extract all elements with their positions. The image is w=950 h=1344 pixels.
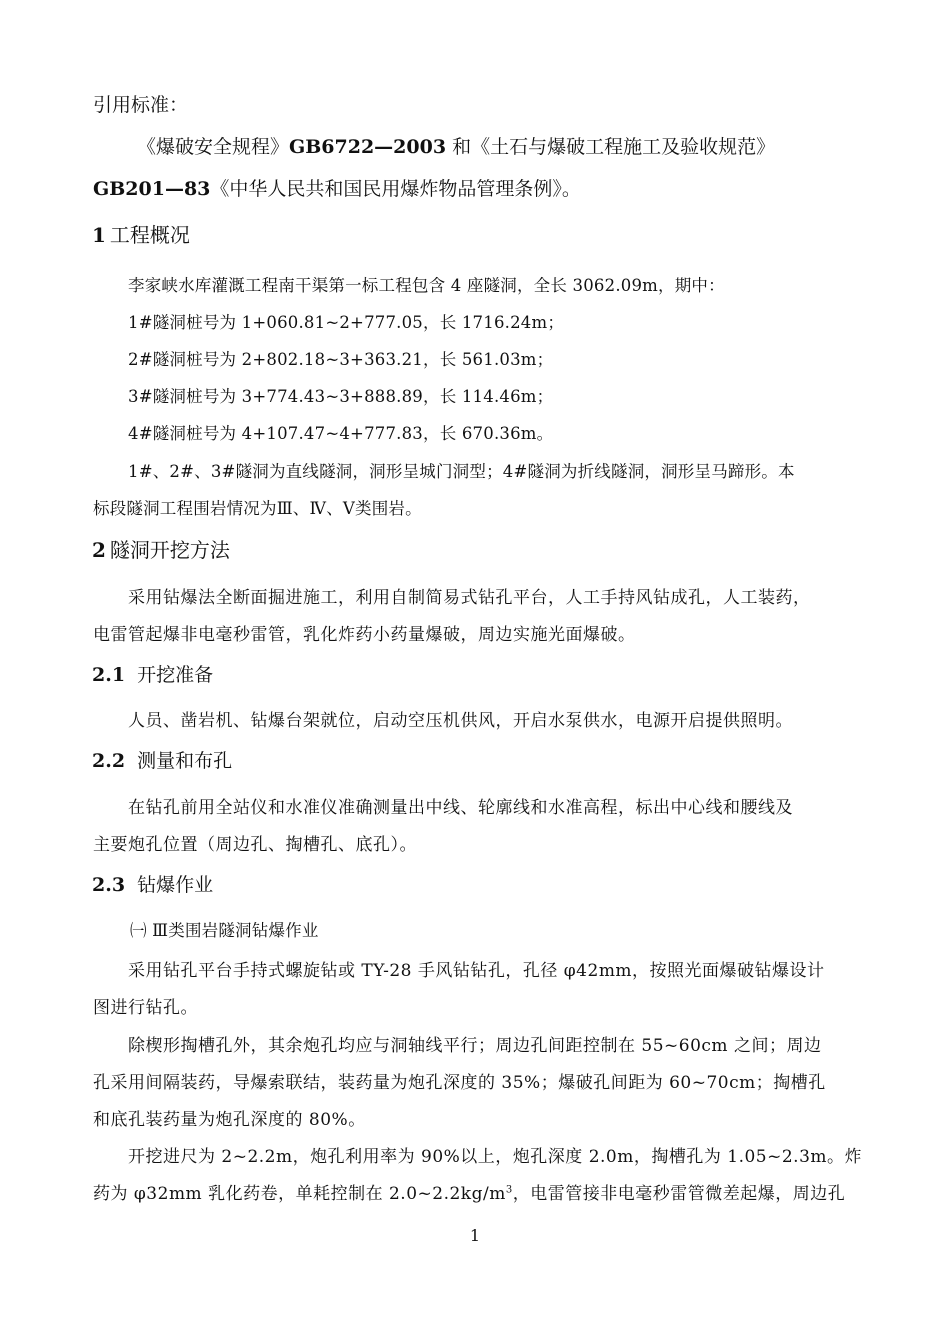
excavation-paragraph-line-2	[93, 1179, 845, 1204]
section-1-heading	[92, 219, 190, 248]
section-2-3-subheading: ㈠ Ⅲ类围岩隧洞钻爆作业	[130, 921, 319, 940]
section-2-3-title: 钻爆作业	[137, 874, 214, 896]
excavation-detonation-text: ，电雷管接非电毫秒雷管微差起爆，周边孔	[512, 1184, 846, 1204]
section-2-number: 2	[92, 538, 106, 562]
section-2-2-heading	[92, 746, 232, 773]
tunnel-4-item: 4#隧洞桩号为 4+107.47~4+777.83，长 670.36m。	[128, 424, 554, 443]
reference-construction-spec: 和《土石与爆破工程施工及验收规范》	[446, 136, 776, 158]
section-1-summary-line-2: 标段隧洞工程围岩情况为Ⅲ、Ⅳ、Ⅴ类围岩。	[93, 499, 422, 518]
section-2-1-paragraph: 人员、凿岩机、钻爆台架就位，启动空压机供风，开启水泵供水，电源开启提供照明。	[128, 711, 793, 731]
section-2-2-paragraph-line-1: 在钻孔前用全站仪和水准仪准确测量出中线、轮廓线和水准高程，标出中心线和腰线及	[128, 798, 793, 818]
reference-explosives-regulation: 《中华人民共和国民用爆炸物品管理条例》。	[210, 178, 581, 200]
charging-paragraph-line-3: 和底孔装药量为炮孔深度的 80%。	[93, 1110, 366, 1130]
section-1-number: 1	[92, 223, 106, 247]
section-2-1-title: 开挖准备	[137, 664, 214, 686]
tunnel-3-item: 3#隧洞桩号为 3+774.43~3+888.89，长 114.46m；	[128, 387, 554, 406]
references-line-1	[137, 132, 775, 159]
tunnel-1-item: 1#隧洞桩号为 1+060.81~2+777.05，长 1716.24m；	[128, 313, 565, 332]
section-1-title: 工程概况	[109, 223, 190, 247]
section-1-summary-line-1: 1#、2#、3#隧洞为直线隧洞，洞形呈城门洞型；4#隧洞为折线隧洞，洞形呈马蹄形。本	[128, 462, 795, 481]
section-2-paragraph-line-1: 采用钻爆法全断面掘进施工，利用自制简易式钻孔平台，人工手持风钻成孔，人工装药，	[128, 588, 811, 608]
section-1-intro: 李家峡水库灌溉工程南干渠第一标工程包含 4 座隧洞，全长 3062.09m，期中：	[128, 276, 725, 295]
excavation-paragraph-line-1: 开挖进尺为 2~2.2m，炮孔利用率为 90%以上，炮孔深度 2.0m，掏槽孔为 1.05~2.3m。炸	[128, 1147, 863, 1167]
excavation-explosive-text: 药为 φ32mm 乳化药卷，单耗控制在 2.0~2.2kg/m	[93, 1184, 506, 1204]
drilling-paragraph-line-2: 图进行钻孔。	[93, 998, 198, 1018]
section-2-3-heading	[92, 870, 213, 897]
page-number: 1	[469, 1226, 481, 1245]
section-2-1-number: 2.1	[92, 664, 126, 686]
section-2-2-number: 2.2	[92, 750, 126, 772]
references-label: 引用标准：	[93, 94, 189, 116]
section-2-2-title: 测量和布孔	[137, 750, 233, 772]
reference-code-gb201: GB201—83	[93, 178, 211, 200]
cubic-superscript: 3	[505, 1184, 513, 1196]
reference-code-gb6722: GB6722—2003	[289, 136, 447, 158]
charging-paragraph-line-2: 孔采用间隔装药，导爆索联结，装药量为炮孔深度的 35%；爆破孔间距为 60~70cm；掏槽孔	[93, 1073, 826, 1093]
charging-paragraph-line-1: 除楔形掏槽孔外，其余炮孔均应与洞轴线平行；周边孔间距控制在 55~60cm 之间；周边	[128, 1036, 822, 1056]
section-2-1-heading	[92, 660, 213, 687]
section-2-title: 隧洞开挖方法	[109, 538, 230, 562]
drilling-paragraph-line-1: 采用钻孔平台手持式螺旋钻或 TY-28 手风钻钻孔，孔径 φ42mm，按照光面爆破钻爆设计	[128, 961, 825, 981]
section-2-heading	[92, 534, 230, 563]
section-2-paragraph-line-2: 电雷管起爆非电毫秒雷管，乳化炸药小药量爆破，周边实施光面爆破。	[93, 625, 636, 645]
reference-safety-regulation: 《爆破安全规程》	[137, 136, 290, 158]
tunnel-2-item: 2#隧洞桩号为 2+802.18~3+363.21，长 561.03m；	[128, 350, 554, 369]
references-line-2	[93, 174, 581, 201]
section-2-3-number: 2.3	[92, 874, 126, 896]
section-2-2-paragraph-line-2: 主要炮孔位置（周边孔、掏槽孔、底孔）。	[93, 835, 417, 855]
